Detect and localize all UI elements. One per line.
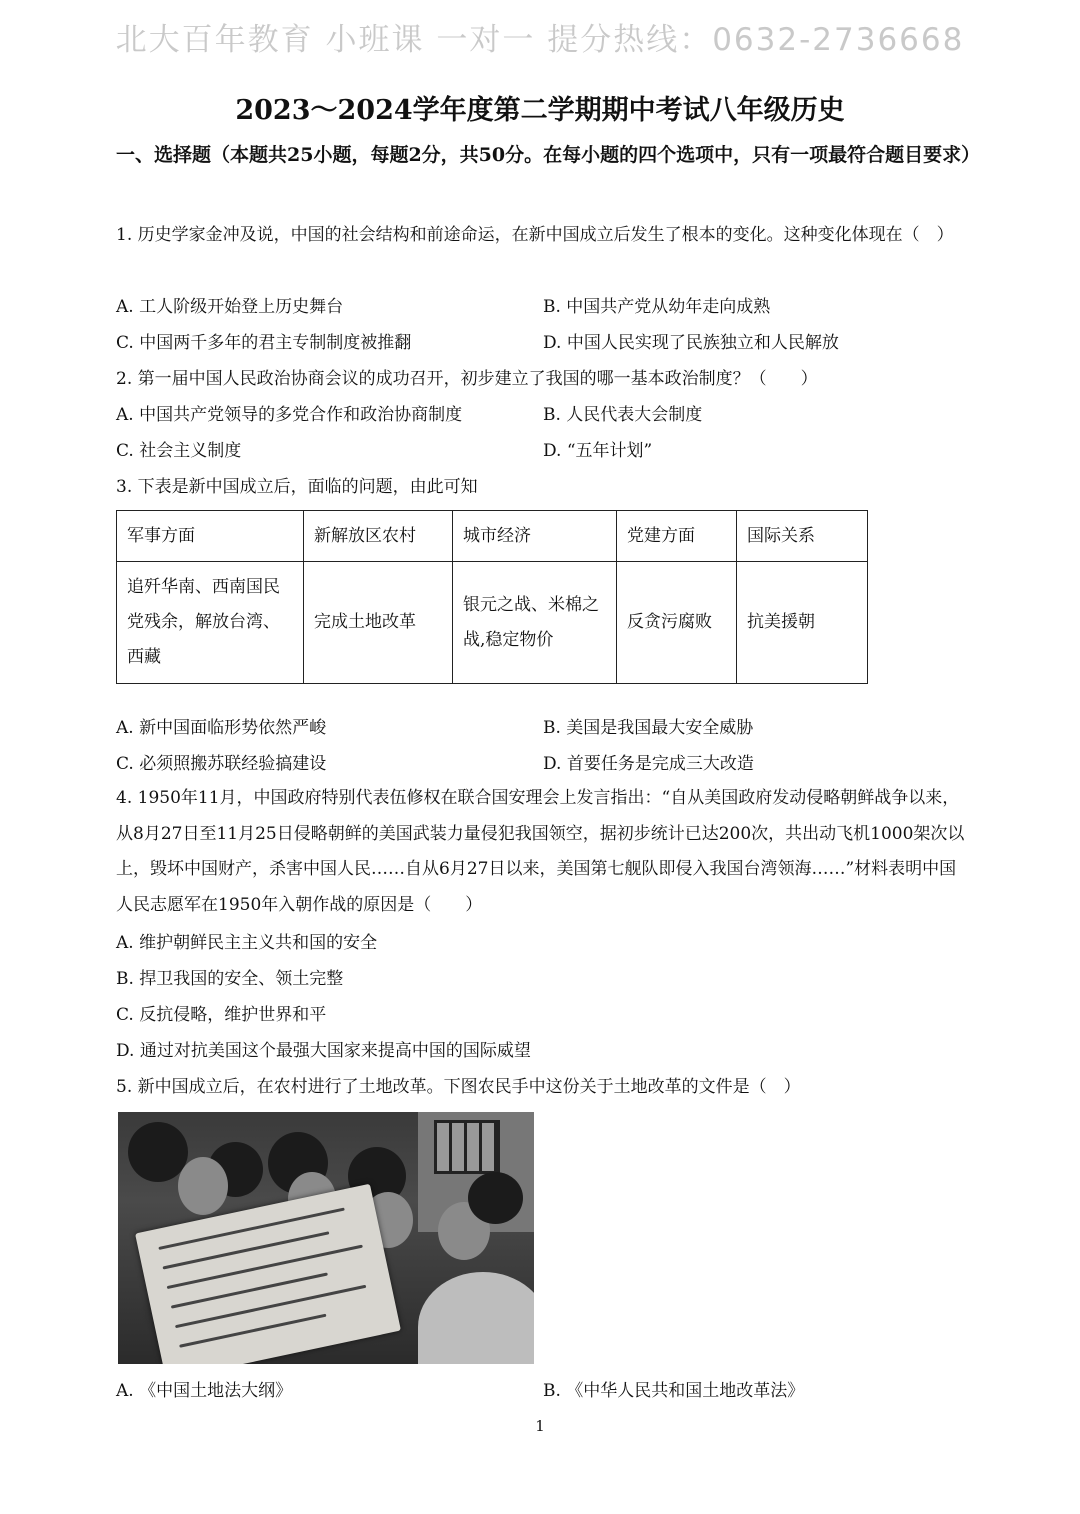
table-cell: 完成土地改革 — [304, 562, 453, 684]
question-1-option-a[interactable]: A. 工人阶级开始登上历史舞台 — [116, 297, 344, 317]
table-header-cell: 党建方面 — [617, 511, 737, 562]
table-cell: 反贪污腐败 — [617, 562, 737, 684]
question-2-option-d[interactable]: D. “五年计划” — [543, 441, 653, 461]
page-title: 2023～2024学年度第二学期期中考试八年级历史 — [235, 95, 845, 126]
question-2-option-c[interactable]: C. 社会主义制度 — [116, 441, 242, 461]
table-cell: 银元之战、米棉之战,稳定物价 — [453, 562, 617, 684]
table-header-cell: 城市经济 — [453, 511, 617, 562]
table-row — [117, 562, 868, 684]
question-5-stem: 5. 新中国成立后，在农村进行了土地改革。下图农民手中这份关于土地改革的文件是（ ） — [116, 1077, 801, 1097]
watermark: 北大百年教育 小班课 一对一 提分热线：0632-2736668 — [115, 22, 965, 58]
question-1-option-c[interactable]: C. 中国两千多年的君主专制制度被推翻 — [116, 333, 412, 353]
photo-cap — [418, 1272, 534, 1364]
question-1-stem: 1. 历史学家金冲及说，中国的社会结构和前途命运，在新中国成立后发生了根本的变化。这种变化体现在（ ） — [116, 225, 954, 245]
question-2-option-b[interactable]: B. 人民代表大会制度 — [543, 405, 703, 425]
question-1-option-d[interactable]: D. 中国人民实现了民族独立和人民解放 — [543, 333, 839, 353]
table-header-cell: 军事方面 — [117, 511, 304, 562]
question-3-stem: 3. 下表是新中国成立后，面临的问题，由此可知 — [116, 477, 478, 497]
question-4-stem: 4. 1950年11月，中国政府特别代表伍修权在联合国安理会上发言指出：“自从美国政府发动侵略朝鲜战争以来，从8月27日至11月25日侵略朝鲜的美国武装力量侵犯我国领空，据初步统计已达200次，共出动飞机1000架次以上，毁坏中国财产，杀害中国人民……自从6月27日以来，美国第七舰队即侵入我国台湾领海……”材料表明中国人民志愿军在1950年入朝作战的原因是（ ） — [116, 788, 965, 915]
photo-crowd-face — [178, 1157, 228, 1215]
section-heading: 一、选择题（本题共25小题，每题2分，共50分。在每小题的四个选项中，只有一项最符合题目要求） — [116, 144, 981, 166]
page-number: 1 — [535, 1417, 545, 1435]
question-3-option-d[interactable]: D. 首要任务是完成三大改造 — [543, 754, 754, 774]
question-3-option-b[interactable]: B. 美国是我国最大安全威胁 — [543, 718, 754, 738]
question-3-table — [116, 510, 868, 684]
table-cell: 追歼华南、西南国民党残余，解放台湾、西藏 — [117, 562, 304, 684]
land-reform-photo — [118, 1112, 534, 1364]
question-5-option-a[interactable]: A. 《中国土地法大纲》 — [116, 1381, 293, 1401]
question-2-option-a[interactable]: A. 中国共产党领导的多党合作和政治协商制度 — [116, 405, 463, 425]
photo-window — [434, 1120, 500, 1174]
question-4-option-c[interactable]: C. 反抗侵略，维护世界和平 — [116, 1005, 327, 1025]
photo-document — [135, 1184, 401, 1364]
table-cell: 抗美援朝 — [737, 562, 868, 684]
photo-crowd-head — [468, 1172, 523, 1224]
question-4-option-a[interactable]: A. 维护朝鲜民主主义共和国的安全 — [116, 933, 378, 953]
question-4-option-b[interactable]: B. 捍卫我国的安全、领土完整 — [116, 969, 344, 989]
question-1-option-b[interactable]: B. 中国共产党从幼年走向成熟 — [543, 297, 771, 317]
question-4-option-d[interactable]: D. 通过对抗美国这个最强大国家来提高中国的国际威望 — [116, 1041, 531, 1061]
table-header-cell: 新解放区农村 — [304, 511, 453, 562]
question-3-option-c[interactable]: C. 必须照搬苏联经验搞建设 — [116, 754, 327, 774]
question-3-option-a[interactable]: A. 新中国面临形势依然严峻 — [116, 718, 327, 738]
question-5-option-b[interactable]: B. 《中华人民共和国土地改革法》 — [543, 1381, 805, 1401]
table-header-cell: 国际关系 — [737, 511, 868, 562]
question-2-stem: 2. 第一届中国人民政治协商会议的成功召开，初步建立了我国的哪一基本政治制度？（ ） — [116, 369, 818, 389]
table-header-row — [117, 511, 868, 562]
photo-crowd-head — [128, 1122, 188, 1182]
